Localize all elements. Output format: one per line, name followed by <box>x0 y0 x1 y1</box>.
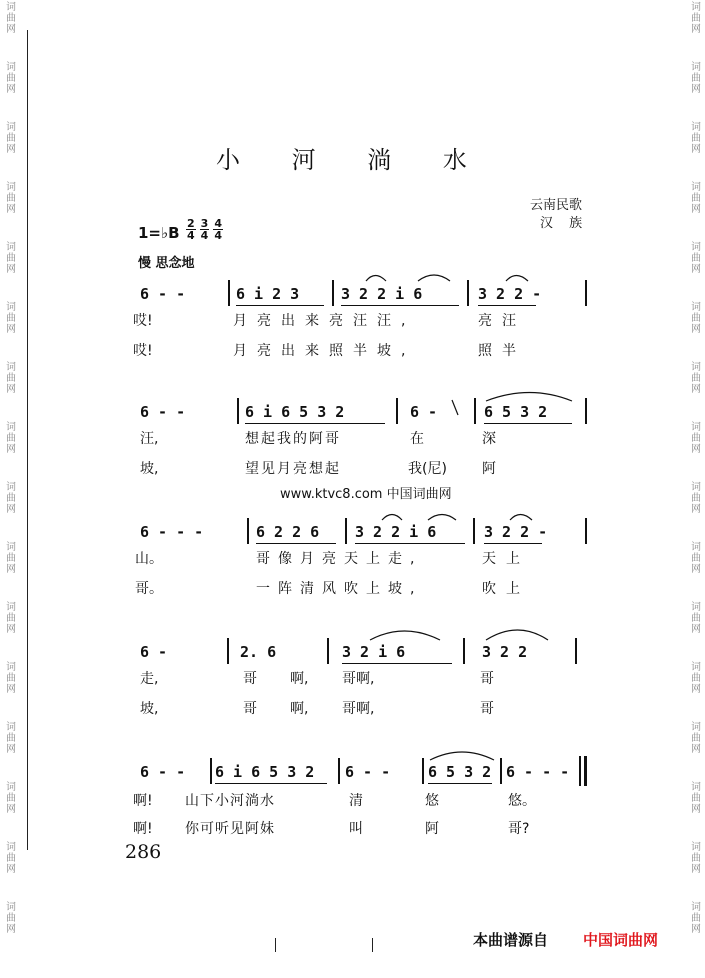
measure-notes: 2. 6 <box>240 643 277 661</box>
measure-notes: 6 i 2 3 <box>236 285 300 303</box>
watermark-text: 词 曲 网 <box>6 602 16 635</box>
measure-notes: 6 - <box>410 403 438 421</box>
lyric: 哥啊, <box>342 701 375 717</box>
lyric: 叫 <box>349 821 363 837</box>
watermark-text: 词 曲 网 <box>6 302 16 335</box>
measure-notes: 3 2 i 6 <box>342 643 406 661</box>
measure-notes: 6 5 3 2 <box>484 403 548 421</box>
watermark-text: 词 曲 网 <box>691 302 701 335</box>
measure-notes: 6 - - <box>140 403 186 421</box>
watermark-text: 词 曲 网 <box>691 782 701 815</box>
watermark-text: 词 曲 网 <box>691 182 701 215</box>
measure-notes: 3 2 2 - <box>484 523 548 541</box>
lyric: 深 <box>482 431 496 447</box>
website-url: www.ktvc8.com 中国词曲网 <box>280 487 452 502</box>
slur <box>486 630 548 640</box>
watermark-text: 词 曲 网 <box>6 902 16 935</box>
lyric: 坡, <box>140 701 159 717</box>
watermark-text: 词 曲 网 <box>6 782 16 815</box>
measure-notes: 3 2 2 <box>482 643 528 661</box>
measure-notes: 3 2 2 i 6 <box>355 523 437 541</box>
watermark-text: 词 曲 网 <box>691 902 701 935</box>
watermark-text: 词 曲 网 <box>6 242 16 275</box>
watermark-text: 词 曲 网 <box>6 62 16 95</box>
lyric: 一阵清风吹上坡, <box>256 581 423 597</box>
song-title: 小 河 淌 水 <box>216 146 489 174</box>
measure-notes: 6 - - - <box>140 523 204 541</box>
footer-site-name: 中国词曲网 <box>583 931 659 949</box>
lyric: 月亮出来亮汪汪, <box>233 313 416 329</box>
watermark-text: 词 曲 网 <box>691 242 701 275</box>
lyric: 照半 <box>478 343 526 359</box>
slur <box>486 393 572 402</box>
slur <box>430 752 494 760</box>
slur <box>366 276 386 282</box>
lyric: 哥啊, <box>342 671 375 687</box>
measure-notes: 6 - - <box>140 285 186 303</box>
lyric: 亮汪 <box>478 313 526 329</box>
lyric: 望见月亮想起 <box>245 461 341 477</box>
watermark-text: 词 曲 网 <box>6 422 16 455</box>
lyric: 你可听见阿妹 <box>185 821 275 837</box>
lyric: 哥? <box>508 821 530 837</box>
watermark-text: 词 曲 网 <box>6 542 16 575</box>
slur <box>370 631 440 640</box>
song-origin: 云南民歌 <box>530 198 583 213</box>
watermark-text: 词 曲 网 <box>6 842 16 875</box>
watermark-text: 词 曲 网 <box>691 2 701 35</box>
lyric: 清 <box>349 793 363 809</box>
watermark-text: 词 曲 网 <box>691 722 701 755</box>
watermark-text: 词 曲 网 <box>691 662 701 695</box>
lyric: 悠。 <box>508 793 536 809</box>
watermark-text: 词 曲 网 <box>691 362 701 395</box>
slur <box>428 515 456 521</box>
lyric: 哥。 <box>135 581 163 597</box>
lyric: 悠 <box>425 793 439 809</box>
watermark-text: 词 曲 网 <box>6 2 16 35</box>
measure-notes: 6 2 2 6 <box>256 523 320 541</box>
lyric: 啊, <box>290 671 309 687</box>
measure-notes: 6 - - - <box>506 763 570 781</box>
key-signature: 1=♭B <box>138 224 180 242</box>
watermark-text: 词 曲 网 <box>691 122 701 155</box>
lyric: 哥 <box>243 701 257 717</box>
watermark-text: 词 曲 网 <box>6 482 16 515</box>
watermark-text: 词 曲 网 <box>691 602 701 635</box>
lyric: 啊! <box>133 793 153 809</box>
measure-notes: 6 i 6 5 3 2 <box>215 763 315 781</box>
measure-notes: 6 5 3 2 <box>428 763 492 781</box>
watermark-text: 词 曲 网 <box>691 62 701 95</box>
watermark-text: 词 曲 网 <box>6 122 16 155</box>
lyric: 哎! <box>133 343 153 359</box>
lyric: 吹上 <box>482 581 530 597</box>
watermark-text: 词 曲 网 <box>6 182 16 215</box>
measure-notes: 6 - - <box>345 763 391 781</box>
lyric: 天上 <box>482 551 530 567</box>
lyric: 在 <box>410 431 424 447</box>
watermark-text: 词 曲 网 <box>6 722 16 755</box>
lyric: 哎! <box>133 313 153 329</box>
lyric: 我(尼) <box>408 461 447 477</box>
lyric: 哥像月亮天上走, <box>256 551 423 567</box>
slur <box>382 515 402 521</box>
time-signature: $\frac{4}{4}$ <box>214 217 222 242</box>
lyric: 哥 <box>480 671 494 687</box>
measure-notes: 3 2 2 - <box>478 285 542 303</box>
watermark-text: 词 曲 网 <box>691 542 701 575</box>
watermark-text: 词 曲 网 <box>691 482 701 515</box>
lyric: 走, <box>140 671 159 687</box>
lyric: 山下小河淌水 <box>185 793 275 809</box>
lyric: 哥 <box>480 701 494 717</box>
watermark-text: 词 曲 网 <box>691 842 701 875</box>
page-number: 286 <box>125 841 162 863</box>
slur <box>418 275 450 281</box>
measure-notes: 6 - - <box>140 763 186 781</box>
watermark-text: 词 曲 网 <box>691 422 701 455</box>
footer-source-label: 本曲谱源自 <box>473 931 549 949</box>
slur <box>510 515 532 521</box>
lyric: 山。 <box>135 551 163 567</box>
lyric: 阿 <box>425 821 439 837</box>
measure-notes: 6 i 6 5 3 2 <box>245 403 345 421</box>
measure-notes: 3 2 2 i 6 <box>341 285 423 303</box>
slur <box>506 276 528 282</box>
tempo-marking: 慢 思念地 <box>138 256 195 271</box>
measure-notes: 6 - <box>140 643 168 661</box>
time-signature: $\frac{2}{4}$ <box>187 217 195 242</box>
time-signature: $\frac{3}{4}$ <box>200 217 209 242</box>
breath-mark <box>452 400 458 415</box>
lyric: 月亮出来照半坡, <box>233 343 416 359</box>
lyric: 哥 <box>243 671 257 687</box>
lyric: 汪, <box>140 431 159 447</box>
watermark-text: 词 曲 网 <box>6 362 16 395</box>
lyric: 啊! <box>133 821 153 837</box>
song-ethnicity: 汉 族 <box>540 216 589 231</box>
watermark-text: 词 曲 网 <box>6 662 16 695</box>
lyric: 想起我的阿哥 <box>245 431 341 447</box>
lyric: 阿 <box>482 461 496 477</box>
lyric: 坡, <box>140 461 159 477</box>
lyric: 啊, <box>290 701 309 717</box>
